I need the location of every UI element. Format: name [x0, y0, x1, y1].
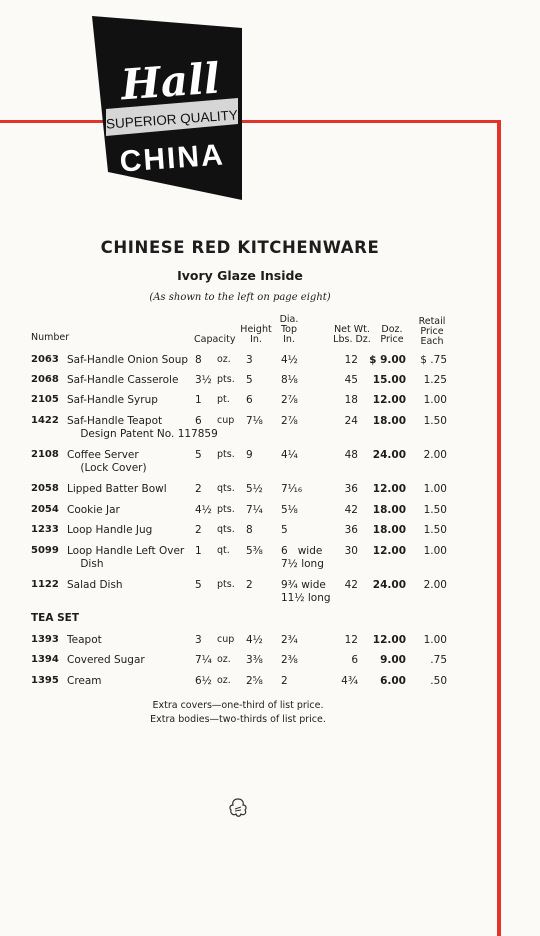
header-number: Number [31, 332, 70, 343]
item-diameter: 4½ [281, 354, 298, 366]
item-retail-price: $ .75 [420, 354, 447, 366]
item-capacity-quantity: 7¼ [195, 654, 212, 666]
item-number: 2054 [31, 504, 59, 515]
item-retail-price: 1.50 [423, 504, 447, 516]
item-diameter: 5⅛ [281, 504, 298, 516]
item-capacity-unit: cup [217, 415, 235, 426]
item-net-weight: 18 [344, 394, 358, 406]
item-height: 2⅝ [246, 675, 263, 687]
item-diameter: 4¼ [281, 449, 298, 461]
item-net-weight: 48 [344, 449, 358, 461]
item-net-weight: 36 [344, 483, 358, 495]
item-height: 2 [246, 579, 253, 591]
logo-product-text: CHINA [118, 138, 226, 179]
item-height: 4½ [246, 634, 263, 646]
item-dozen-price: 6.00 [380, 675, 406, 687]
header-capacity: Capacity [194, 334, 236, 345]
printer-mark-icon [227, 797, 249, 819]
item-capacity-quantity: 5 [195, 579, 202, 591]
item-diameter: 7¹⁄₁₆ [281, 483, 303, 495]
page-reference-note: (As shown to the left on page eight) [149, 292, 331, 303]
item-height: 7¼ [246, 504, 263, 516]
item-number: 5099 [31, 545, 59, 556]
item-capacity-unit: oz. [217, 354, 231, 365]
item-diameter: 5 [281, 524, 288, 536]
item-number: 2068 [31, 374, 59, 385]
item-description: Loop Handle Left Over Dish [67, 545, 185, 570]
item-description: Teapot [67, 634, 102, 646]
item-retail-price: 2.00 [423, 579, 447, 591]
item-dozen-price: 12.00 [372, 634, 406, 646]
header-diameter: Dia. Top In. [279, 314, 299, 345]
item-dozen-price: 12.00 [372, 545, 406, 557]
item-dozen-price: 12.00 [372, 394, 406, 406]
item-height: 7⅛ [246, 415, 263, 427]
item-number: 2108 [31, 449, 59, 460]
hall-china-logo [92, 16, 242, 200]
item-retail-price: 2.00 [423, 449, 447, 461]
item-height: 5⅜ [246, 545, 263, 557]
red-rule-horizontal [0, 120, 500, 123]
item-dozen-price: $ 9.00 [369, 354, 406, 366]
item-capacity-quantity: 8 [195, 354, 202, 366]
item-net-weight: 45 [344, 374, 358, 386]
item-number: 1122 [31, 579, 59, 590]
header-dozen-price: Doz. Price [380, 324, 404, 345]
item-net-weight: 24 [344, 415, 358, 427]
item-net-weight: 36 [344, 524, 358, 536]
item-number: 2063 [31, 354, 59, 365]
item-retail-price: 1.00 [423, 483, 447, 495]
item-net-weight: 12 [344, 634, 358, 646]
item-capacity-quantity: 5 [195, 449, 202, 461]
item-dozen-price: 18.00 [372, 524, 406, 536]
item-height: 9 [246, 449, 253, 461]
item-net-weight: 12 [344, 354, 358, 366]
table-row [0, 449, 500, 479]
item-number: 1393 [31, 634, 59, 645]
item-height: 3 [246, 354, 253, 366]
item-dozen-price: 18.00 [372, 415, 406, 427]
item-diameter: 2 [281, 675, 288, 687]
item-capacity-quantity: 1 [195, 545, 202, 557]
item-description: Saf-Handle Teapot Design Patent No. 117859 [67, 415, 218, 440]
item-retail-price: 1.00 [423, 394, 447, 406]
tea-set-heading: TEA SET [31, 612, 80, 624]
logo-brand-text: Hall [119, 53, 222, 110]
item-description: Cookie Jar [67, 504, 120, 516]
item-diameter: 2⅞ [281, 415, 298, 427]
item-description: Covered Sugar [67, 654, 145, 666]
page-title: CHINESE RED KITCHENWARE [100, 238, 380, 257]
item-retail-price: .75 [430, 654, 447, 666]
item-retail-price: .50 [430, 675, 447, 687]
item-capacity-unit: oz. [217, 675, 231, 686]
item-height: 3⅜ [246, 654, 263, 666]
item-dozen-price: 24.00 [372, 579, 406, 591]
item-description: Saf-Handle Onion Soup [67, 354, 189, 366]
item-net-weight: 42 [344, 504, 358, 516]
item-capacity-quantity: 1 [195, 394, 202, 406]
item-diameter: 2⅜ [281, 654, 298, 666]
item-diameter: 2¾ [281, 634, 298, 646]
item-description: Saf-Handle Syrup [67, 394, 158, 406]
item-capacity-quantity: 2 [195, 524, 202, 536]
header-retail-price: Retail Price Each [418, 316, 446, 347]
item-description: Coffee Server (Lock Cover) [67, 449, 147, 474]
item-capacity-quantity: 3 [195, 634, 202, 646]
item-capacity-quantity: 4½ [195, 504, 212, 516]
item-capacity-unit: qt. [217, 545, 230, 556]
item-capacity-unit: pts. [217, 374, 235, 385]
item-retail-price: 1.00 [423, 634, 447, 646]
item-number: 1394 [31, 654, 59, 665]
item-dozen-price: 9.00 [380, 654, 406, 666]
item-capacity-unit: pts. [217, 449, 235, 460]
item-description: Salad Dish [67, 579, 123, 591]
item-height: 6 [246, 394, 253, 406]
item-number: 1395 [31, 675, 59, 686]
item-dozen-price: 12.00 [372, 483, 406, 495]
item-diameter: 2⅞ [281, 394, 298, 406]
item-description: Saf-Handle Casserole [67, 374, 179, 386]
footnote-bodies: Extra bodies—two-thirds of list price. [150, 714, 326, 725]
header-height: Height In. [240, 324, 272, 345]
item-capacity-unit: qts. [217, 483, 235, 494]
item-description: Lipped Batter Bowl [67, 483, 167, 495]
item-height: 8 [246, 524, 253, 536]
item-capacity-quantity: 6½ [195, 675, 212, 687]
item-capacity-quantity: 3½ [195, 374, 212, 386]
item-retail-price: 1.25 [423, 374, 447, 386]
item-retail-price: 1.00 [423, 545, 447, 557]
item-net-weight: 42 [344, 579, 358, 591]
table-row [0, 415, 500, 445]
item-retail-price: 1.50 [423, 415, 447, 427]
item-capacity-unit: qts. [217, 524, 235, 535]
table-row [0, 579, 500, 609]
item-height: 5 [246, 374, 253, 386]
item-capacity-quantity: 2 [195, 483, 202, 495]
item-number: 1422 [31, 415, 59, 426]
item-description: Loop Handle Jug [67, 524, 153, 536]
header-net-weight: Net Wt. Lbs. Dz. [333, 324, 371, 345]
item-capacity-unit: oz. [217, 654, 231, 665]
item-net-weight: 30 [344, 545, 358, 557]
item-dozen-price: 18.00 [372, 504, 406, 516]
item-capacity-quantity: 6 [195, 415, 202, 427]
item-height: 5½ [246, 483, 263, 495]
item-number: 1233 [31, 524, 59, 535]
item-description: Cream [67, 675, 102, 687]
item-capacity-unit: pts. [217, 504, 235, 515]
table-row [0, 545, 500, 575]
item-diameter: 9¾ wide 11½ long [281, 579, 331, 604]
item-retail-price: 1.50 [423, 524, 447, 536]
footnote-covers: Extra covers—one-third of list price. [152, 700, 324, 711]
subtitle: Ivory Glaze Inside [177, 268, 303, 283]
item-diameter: 8⅛ [281, 374, 298, 386]
item-net-weight: 6 [351, 654, 358, 666]
item-net-weight: 4¾ [341, 675, 358, 687]
item-capacity-unit: cup [217, 634, 235, 645]
item-capacity-unit: pts. [217, 579, 235, 590]
item-dozen-price: 24.00 [372, 449, 406, 461]
logo-tagline-text: SUPERIOR QUALITY [105, 107, 239, 132]
item-capacity-unit: pt. [217, 394, 230, 405]
item-dozen-price: 15.00 [372, 374, 406, 386]
item-number: 2105 [31, 394, 59, 405]
item-diameter: 6 wide 7½ long [281, 545, 324, 570]
item-number: 2058 [31, 483, 59, 494]
